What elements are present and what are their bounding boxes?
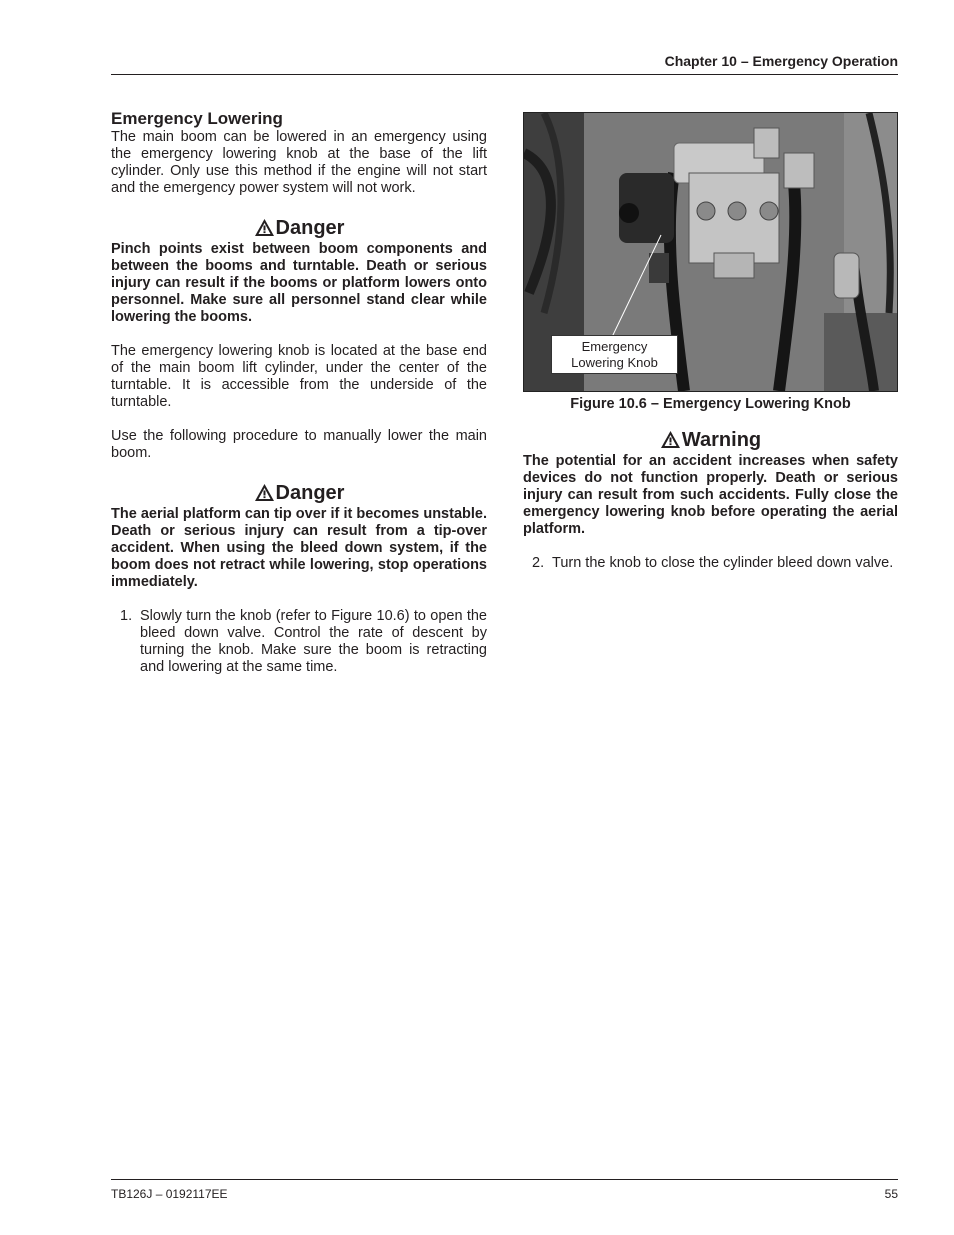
callout-line-1: Emergency [581,338,648,354]
intro-paragraph: The main boom can be lowered in an emergency using the emergency lowering knob at the base of the lift cylinder. Only use this method if the engine will not start and the emergency power system will not work. [111,129,487,196]
step-number: 2. [532,555,545,571]
figure-photo [523,112,898,392]
warning-triangle-icon [660,430,681,449]
warning-heading [523,429,898,451]
step-number: 1. [120,608,133,624]
danger-label: Danger [275,217,345,239]
right-column [523,112,898,572]
list-item [523,555,898,572]
running-header: Chapter 10 – Emergency Operation [664,53,898,69]
location-paragraph: The emergency lowering knob is located at the base end of the main boom lift cylinder, under the center of the turntable. It is accessible from the underside of the turntable. [111,343,487,410]
procedure-steps [111,608,487,676]
step-text: Slowly turn the knob (refer to Figure 10.6) to open the bleed down valve. Control the rate of descent by turning the knob. Make sure the boom is retracting and lowering at the same time. [140,608,487,675]
warning-text: The potential for an accident increases when safety devices do not function properly. Death or serious injury can result from such accidents. Fully close the emergency lowering knob before operating the aerial platform. [523,453,898,537]
warning-triangle-icon [254,218,275,237]
danger-heading-2 [111,482,487,504]
header-rule [111,74,898,75]
warning-triangle-icon [254,483,275,502]
page-number: 55 [884,1187,898,1201]
procedure-intro: Use the following procedure to manually lower the main boom. [111,428,487,461]
callout-line-2: Lowering Knob [571,354,658,370]
document-id: TB126J – 0192117EE [111,1187,228,1201]
list-item [111,608,487,676]
callout-label [551,335,678,374]
danger-heading-1 [111,217,487,239]
procedure-steps-continued [523,555,898,572]
danger-text-1: Pinch points exist between boom components and between the booms and turntable. Death or serious injury can result if the booms or platform lowers onto personnel. Make sure all personnel stand clear while lowering the booms. [111,241,487,325]
figure-caption: Figure 10.6 – Emergency Lowering Knob [570,396,851,412]
section-title: Emergency Lowering [111,109,283,128]
warning-label: Warning [681,429,762,451]
footer-rule [111,1179,898,1180]
step-text: Turn the knob to close the cylinder bleed down valve. [552,555,894,571]
left-column [111,109,487,676]
danger-text-2: The aerial platform can tip over if it becomes unstable. Death or serious injury can result from a tip-over accident. When using the bleed down system, if the boom does not retract while lowering, stop operations immediately. [111,506,487,590]
danger-label: Danger [275,482,345,504]
